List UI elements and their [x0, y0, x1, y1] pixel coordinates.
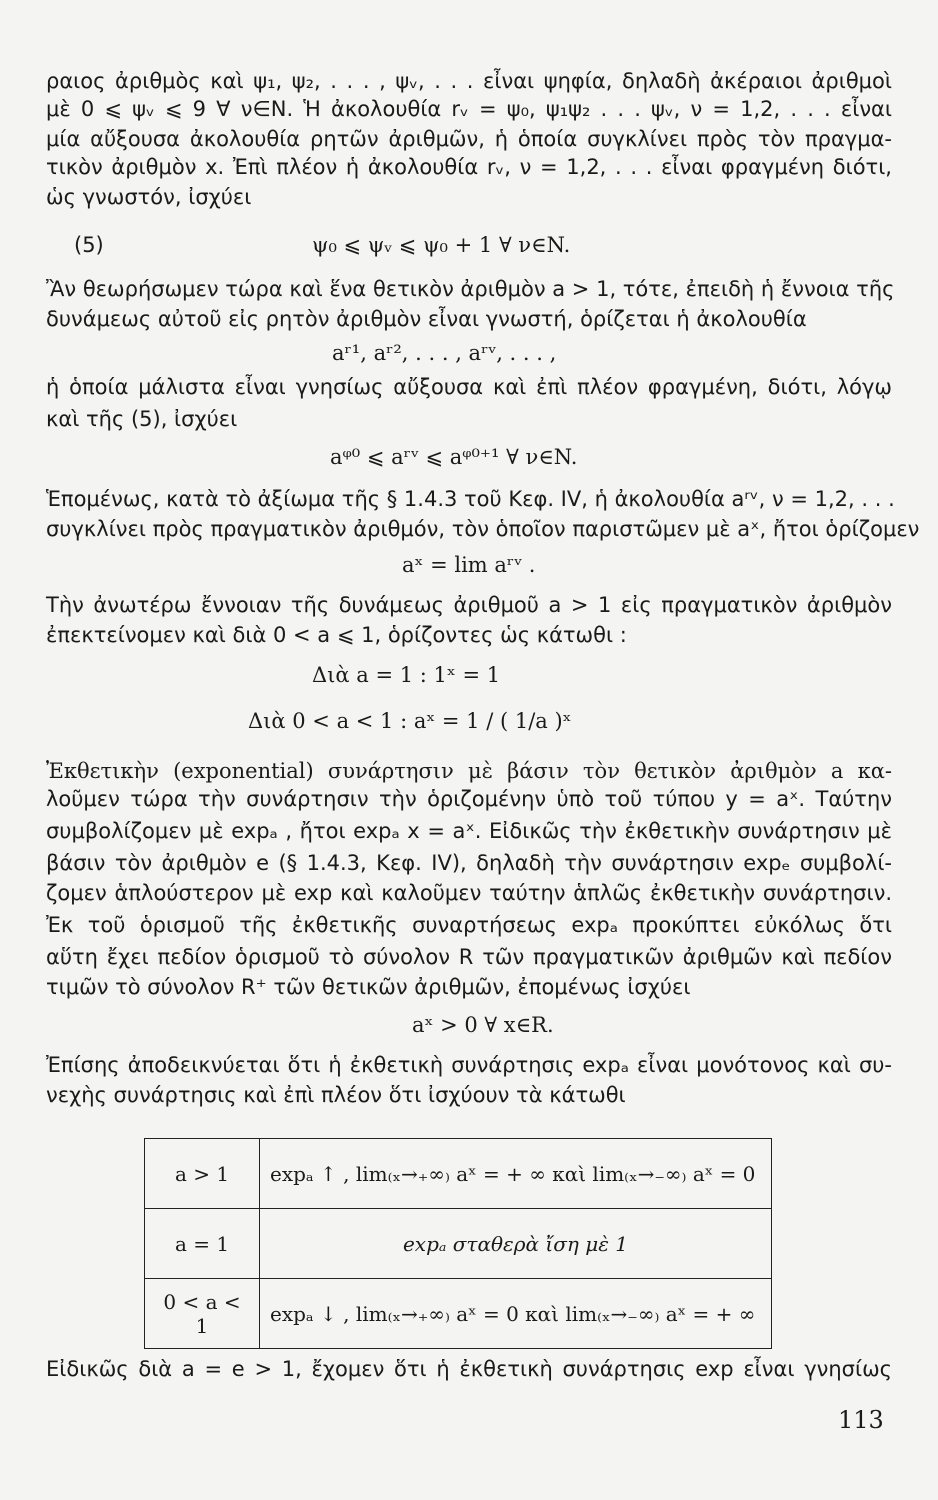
text-line: Τὴν ἀνωτέρω ἔννοιαν τῆς δυνάμεως ἀριθμοῦ a > 1 εἰς πραγματικὸν ἀριθμὸν — [46, 593, 892, 617]
table-cell-condition: a > 1 — [145, 1139, 260, 1209]
text-line: νεχὴς συνάρτησις καὶ ἐπὶ πλέον ὅτι ἰσχύουν τὰ κάτωθι — [46, 1083, 626, 1107]
limit-definition: aˣ = lim aʳᵛ . — [402, 553, 536, 577]
text-line: τικὸν ἀριθμὸν x. Ἐπὶ πλέον ἡ ἀκολουθία rᵥ, ν = 1,2, . . . εἶναι φραγμένη διότι, — [46, 155, 892, 179]
table-row — [145, 1139, 772, 1209]
equation-5: ψ₀ ⩽ ψᵥ ⩽ ψ₀ + 1 ∀ ν∈N. — [312, 233, 571, 257]
text-line: καὶ τῆς (5), ἰσχύει — [46, 407, 238, 431]
text-line: ραιος ἀριθμὸς καὶ ψ₁, ψ₂, . . . , ψᵥ, . . . εἶναι ψηφία, δηλαδὴ ἀκέραιοι ἀριθμοὶ — [46, 69, 892, 93]
text-line: Ἐκθετικὴν (exponential) συνάρτησιν μὲ βάσιν τὸν θετικὸν ἀριθμὸν a κα- — [46, 759, 892, 783]
table-cell-condition: a = 1 — [145, 1209, 260, 1279]
definition-a-less-1: Διὰ 0 < a < 1 : aˣ = 1 / ( 1/a )ˣ — [248, 709, 572, 733]
text-line: ἐπεκτείνομεν καὶ διὰ 0 < a ⩽ 1, ὁρίζοντες ὡς κάτωθι : — [46, 623, 627, 647]
equation-label: (5) — [74, 233, 104, 257]
table-cell-property: expₐ ↓ , lim₍ₓ→₊∞₎ aˣ = 0 καὶ lim₍ₓ→₋∞₎ aˣ = + ∞ — [260, 1279, 772, 1349]
text-line: μὲ 0 ⩽ ψᵥ ⩽ 9 ∀ ν∈N. Ἡ ἀκολουθία rᵥ = ψ₀, ψ₁ψ₂ . . . ψᵥ, ν = 1,2, . . . εἶναι — [46, 97, 892, 121]
table-row — [145, 1209, 772, 1279]
text-line: βάσιν τὸν ἀριθμὸν e (§ 1.4.3, Κεφ. IV), δηλαδὴ τὴν συνάρτησιν expₑ συμβολί- — [46, 851, 892, 875]
text-line: Εἰδικῶς διὰ a = e > 1, ἔχομεν ὅτι ἡ ἐκθετικὴ συνάρτησις exp εἶναι γνησίως — [46, 1357, 892, 1381]
text-line: ὡς γνωστόν, ἰσχύει — [46, 185, 252, 209]
sequence-formula: aʳ¹, aʳ², . . . , aʳᵛ, . . . , — [332, 341, 557, 365]
text-line: αὕτη ἔχει πεδίον ὁρισμοῦ τὸ σύνολον R τῶν πραγματικῶν ἀριθμῶν καὶ πεδίον — [46, 945, 892, 969]
text-line: Ἂν θεωρήσωμεν τώρα καὶ ἕνα θετικὸν ἀριθμὸν a > 1, τότε, ἐπειδὴ ἡ ἔννοια τῆς — [46, 277, 895, 301]
definition-a-equals-1: Διὰ a = 1 : 1ˣ = 1 — [312, 663, 501, 687]
text-line: Ἑπομένως, κατὰ τὸ ἀξίωμα τῆς § 1.4.3 τοῦ Κεφ. IV, ἡ ἀκολουθία aʳᵛ, ν = 1,2, . . . — [46, 487, 895, 511]
bound-formula: aᵠ⁰ ⩽ aʳᵛ ⩽ aᵠ⁰⁺¹ ∀ ν∈N. — [330, 445, 578, 469]
text-line: μία αὔξουσα ἀκολουθία ρητῶν ἀριθμῶν, ἡ ὁποία συγκλίνει πρὸς τὸν πραγμα- — [46, 127, 892, 151]
text-line: συγκλίνει πρὸς πραγματικὸν ἀριθμόν, τὸν ὁποῖον παριστῶμεν μὲ aˣ, ἤτοι ὁρίζομεν — [46, 517, 920, 541]
text-line: λοῦμεν τώρα τὴν συνάρτησιν τὴν ὁριζομένην ὑπὸ τοῦ τύπου y = aˣ. Ταύτην — [46, 787, 892, 811]
table-cell-condition: 0 < a < 1 — [145, 1279, 260, 1349]
text-line: δυνάμεως αὐτοῦ εἰς ρητὸν ἀριθμὸν εἶναι γνωστή, ὁρίζεται ἡ ἀκολουθία — [46, 307, 807, 331]
text-line: ζομεν ἁπλούστερον μὲ exp καὶ καλοῦμεν ταύτην ἁπλῶς ἐκθετικὴν συνάρτησιν. — [46, 881, 892, 905]
text-line: Ἐκ τοῦ ὁρισμοῦ τῆς ἐκθετικῆς συναρτήσεως expₐ προκύπτει εὐκόλως ὅτι — [46, 913, 892, 937]
positivity-formula: aˣ > 0 ∀ x∈R. — [412, 1013, 554, 1037]
table-cell-property: expₐ σταθερὰ ἴση μὲ 1 — [260, 1209, 772, 1279]
table-row — [145, 1279, 772, 1349]
exponential-properties-table — [144, 1138, 772, 1349]
text-line: ἡ ὁποία μάλιστα εἶναι γνησίως αὔξουσα καὶ ἐπὶ πλέον φραγμένη, διότι, λόγῳ — [46, 375, 892, 399]
text-line: Ἐπίσης ἀποδεικνύεται ὅτι ἡ ἐκθετικὴ συνάρτησις expₐ εἶναι μονότονος καὶ συ- — [46, 1053, 892, 1077]
text-line: τιμῶν τὸ σύνολον R⁺ τῶν θετικῶν ἀριθμῶν, ἐπομένως ἰσχύει — [46, 975, 691, 999]
text-line: συμβολίζομεν μὲ expₐ , ἤτοι expₐ x = aˣ. Εἰδικῶς τὴν ἐκθετικὴν συνάρτησιν μὲ — [46, 819, 892, 843]
page-number: 113 — [838, 1406, 884, 1434]
table-cell-property: expₐ ↑ , lim₍ₓ→₊∞₎ aˣ = + ∞ καὶ lim₍ₓ→₋∞₎ aˣ = 0 — [260, 1139, 772, 1209]
